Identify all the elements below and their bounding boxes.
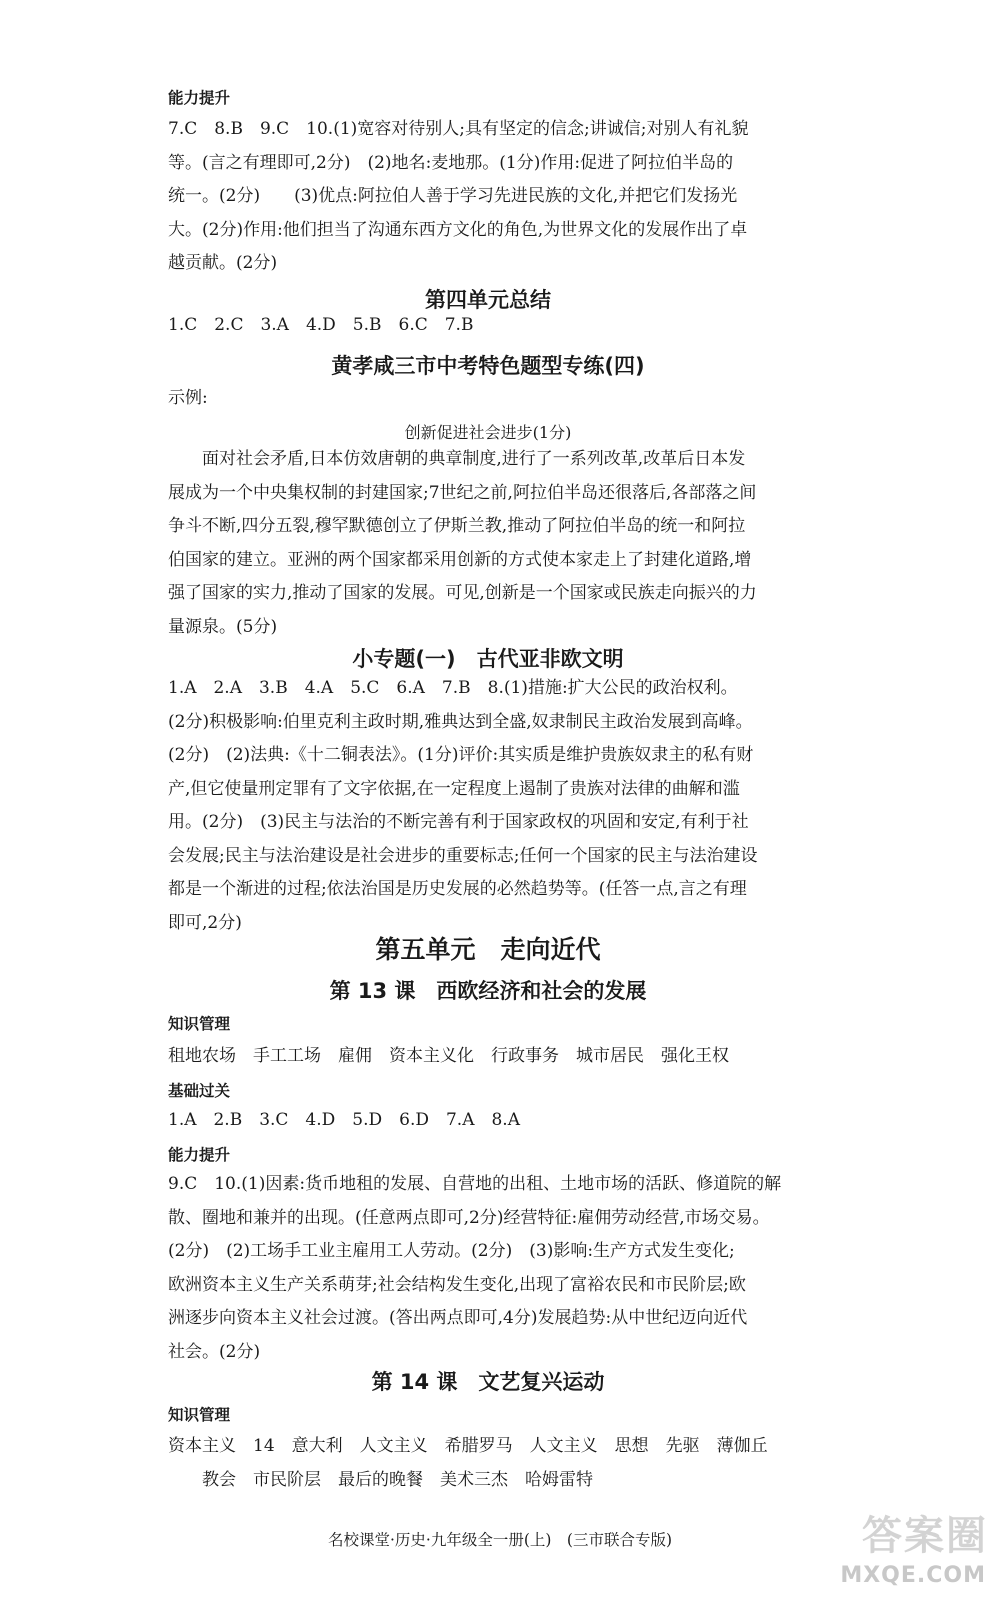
text-line: 资本主义 14 意大利 人文主义 希腊罗马 人文主义 思想 先驱 薄伽丘 [168,1436,768,1456]
text-line: 等。(言之有理即可,2分) (2)地名:麦地那。(1分)作用:促进了阿拉伯半岛的 [168,152,734,173]
example-label [168,382,808,416]
text-line: 1.A 2.A 3.B 4.A 5.C 6.A 7.B 8.(1)措施:扩大公民的政治权利。 [168,678,738,698]
lesson13-ability-label: 能力提升 [168,1146,231,1164]
page-footer: 名校课堂·历史·九年级全一册(上) (三市联合专版) [327,1531,673,1549]
text-line: (2分)积极影响:伯里克利主政时期,雅典达到全盛,奴隶制民主政治发展到高峰。 [168,711,753,732]
lesson13-knowledge [168,1040,808,1074]
text-line: 欧洲资本主义生产关系萌芽;社会结构发生变化,出现了富裕农民和市民阶层;欧 [168,1274,746,1295]
lesson14-title: 第 14 课 文艺复兴运动 [371,1370,605,1394]
text-line: 都是一个渐进的过程;依法治国是历史发展的必然趋势等。(任答一点,言之有理 [168,879,747,899]
ability-answers-block [168,113,808,281]
text-line: 统一。(2分) (3)优点:阿拉伯人善于学习先进民族的文化,并把它们发扬光 [168,186,738,206]
essay-title: 创新促进社会进步(1分) [404,423,572,442]
text-line: 教会 市民阶层 最后的晚餐 美术三杰 哈姆雷特 [202,1469,593,1490]
lesson13-ability [168,1168,808,1369]
lesson13-title: 第 13 课 西欧经济和社会的发展 [329,979,647,1003]
topic1-title: 小专题(一) 古代亚非欧文明 [352,647,624,671]
unit5-title: 第五单元 走向近代 [375,935,601,964]
text-line: 9.C 10.(1)因素:货币地租的发展、自营地的出租、土地市场的活跃、修道院的解 [168,1174,782,1194]
text-line: 即可,2分) [168,912,242,933]
topic1-answers [168,672,808,940]
lesson13-basic [168,1104,808,1138]
watermark-url: MXQE.COM [840,1563,986,1588]
text-line: (2分) (2)法典:《十二铜表法》。(1分)评价:其实质是维护贵族奴隶主的私有财 [168,745,754,765]
text-line: 伯国家的建立。亚洲的两个国家都采用创新的方式使本家走上了封建化道路,增 [168,549,752,570]
text-line: 面对社会矛盾,日本仿效唐朝的典章制度,进行了一系列改革,改革后日本发 [202,449,746,469]
text-line: 量源泉。(5分) [168,616,278,637]
text-line: 示例: [168,388,208,408]
lesson13-knowledge-label: 知识管理 [168,1015,231,1033]
section-label-ability: 能力提升 [168,89,231,107]
watermark-logo [840,1502,996,1592]
text-line: 洲逐步向资本主义社会过渡。(答出两点即可,4分)发展趋势:从中世纪迈向近代 [168,1308,748,1328]
lesson14-knowledge [168,1430,808,1497]
text-line: 产,但它使量刑定罪有了文字依据,在一定程度上遏制了贵族对法律的曲解和滥 [168,778,740,799]
essay-body [168,443,808,644]
text-line: 1.C 2.C 3.A 4.D 5.B 6.C 7.B [168,315,474,335]
watermark-text: 答案圈 [862,1513,988,1559]
text-line: (2分) (2)工场手工业主雇用工人劳动。(2分) (3)影响:生产方式发生变化; [168,1241,735,1261]
text-line: 强了国家的实力,推动了国家的发展。可见,创新是一个国家或民族走向振兴的力 [168,583,757,603]
text-line: 争斗不断,四分五裂,穆罕默德创立了伊斯兰教,推动了阿拉伯半岛的统一和阿拉 [168,516,746,536]
special-practice-title: 黄孝咸三市中考特色题型专练(四) [331,354,645,378]
unit4-summary-answers [168,309,808,343]
text-line: 社会。(2分) [168,1341,261,1362]
text-line: 越贡献。(2分) [168,253,278,273]
text-line: 会发展;民主与法治建设是社会进步的重要标志;任何一个国家的民主与法治建设 [168,845,758,866]
text-line: 7.C 8.B 9.C 10.(1)宽容对待别人;具有坚定的信念;讲诚信;对别人有礼貌 [168,119,749,139]
text-line: 大。(2分)作用:他们担当了沟通东西方文化的角色,为世界文化的发展作出了卓 [168,219,748,240]
text-line: 散、圈地和兼并的出现。(任意两点即可,2分)经营特征:雇佣劳动经营,市场交易。 [168,1207,770,1228]
unit4-summary-title: 第四单元总结 [425,288,551,312]
lesson14-knowledge-label: 知识管理 [168,1406,231,1424]
text-line: 租地农场 手工工场 雇佣 资本主义化 行政事务 城市居民 强化王权 [168,1046,729,1066]
text-line: 1.A 2.B 3.C 4.D 5.D 6.D 7.A 8.A [168,1110,520,1130]
lesson13-basic-label: 基础过关 [168,1082,231,1100]
text-line: 用。(2分) (3)民主与法治的不断完善有利于国家政权的巩固和安定,有利于社 [168,812,749,832]
text-line: 展成为一个中央集权制的封建国家;7世纪之前,阿拉伯半岛还很落后,各部落之间 [168,482,757,503]
